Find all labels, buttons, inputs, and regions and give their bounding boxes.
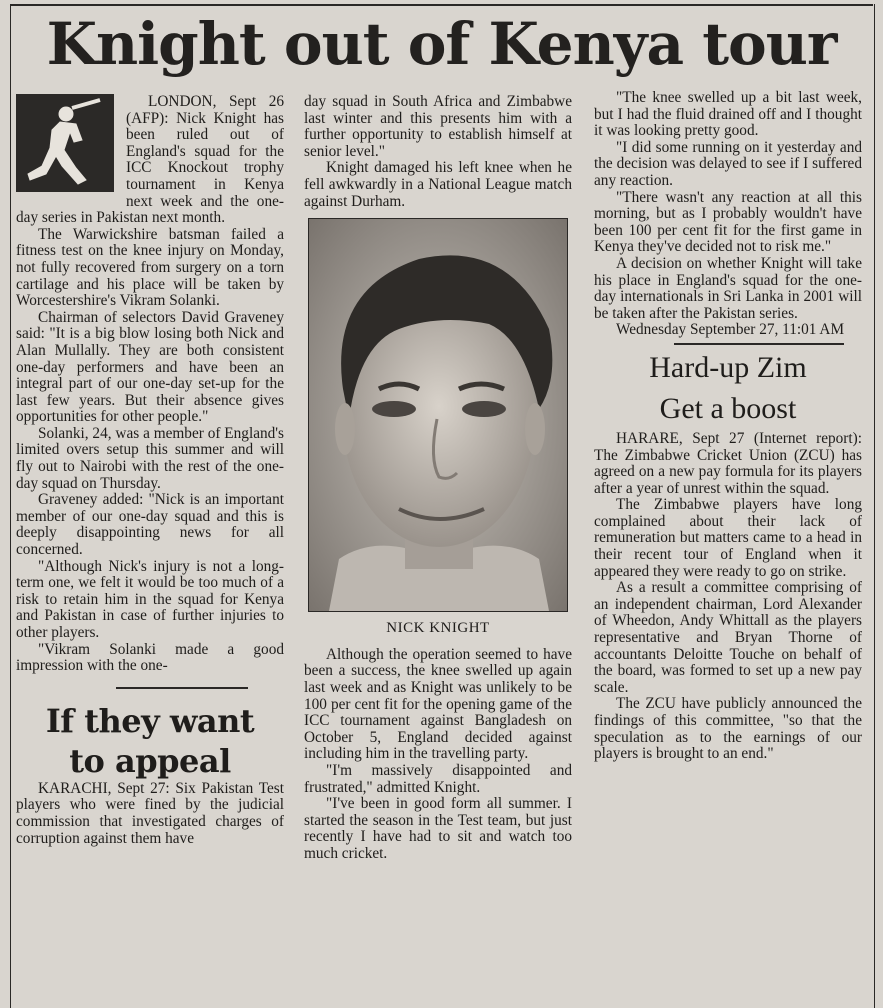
paragraph: "There wasn't any reaction at all this morning, but as I probably wouldn't have been 100 per cent fit for the first game in Kenya they've decided not to risk me." [594, 188, 862, 256]
dateline-london: LONDON, Sept 26 (AFP): Nick Knight has been ruled out of England's squad for the ICC Knockout trophy tournament in Kenya next week and the one-day series in Pakistan next month. [16, 93, 284, 227]
paragraph: Solanki, 24, was a member of England's limited overs setup this summer and will fly out to Nairobi with the rest of the one-day squad on Thursday. [16, 424, 284, 492]
paragraph: The Warwickshire batsman failed a fitness test on the knee injury on Monday, not fully recovered from surgery on a torn cartilage and his place will be taken by Worcestershire's Vikram Solanki. [16, 225, 284, 310]
paragraph: Chairman of selectors David Graveney said: "It is a big blow losing both Nick and Alan Mullally. They are both consistent one-day performers and have been an integral part of our one-day set-up for the last few years. But their absence gives opportunities for other people." [16, 308, 284, 426]
column-1 [16, 94, 284, 847]
timestamp: Wednesday September 27, 11:01 AM [616, 321, 845, 339]
column-2 [304, 94, 572, 862]
paragraph: A decision on whether Knight will take his place in England's squad for the one-day internationals in Sri Lanka in 2001 will be taken after the Pakistan series. [594, 254, 862, 322]
paragraph: "I'm massively disappointed and frustrated," admitted Knight. [304, 761, 572, 796]
subhead-zim-line1: Hard-up Zim [649, 350, 807, 384]
right-border [874, 4, 875, 1008]
paragraph: day squad in South Africa and Zimbabwe last winter and this presents him with a further opportunity to establish himself at senior level." [304, 93, 572, 160]
subhead-zim-line2: Get a boost [659, 391, 797, 425]
subhead-appeal-line2: to appeal [69, 741, 231, 780]
paragraph: "I've been in good form all summer. I started the season in the Test team, but just recently I have had to sit and watch too much cricket. [304, 795, 572, 862]
left-border [10, 4, 11, 1008]
section-divider [674, 343, 844, 345]
paragraph: Knight damaged his left knee when he fell awkwardly in a National League match against Durham. [304, 159, 572, 210]
portrait-photo [308, 218, 568, 612]
paragraph: As a result a committee comprising of an independent chairman, Lord Alexander of Wheedon, Andy Whittall as the players representative and Bryan Thorne of accountants Deloitte Touche on behalf of the board, was formed to set up a new pay scale. [594, 579, 862, 696]
paragraph: The ZCU have publicly announced the findings of this committee, "so that the speculation as to the earnings of our players is brought to an end." [594, 695, 862, 763]
cricket-batsman-icon [16, 94, 114, 192]
paragraph: "Although Nick's injury is not a long-term one, we felt it would be too much of a risk to retain him in the squad for Kenya and Pakistan in case of further injuries to other players. [16, 557, 284, 641]
paragraph: "The knee swelled up a bit last week, but I had the fluid drained off and I thought it was looking pretty good. [594, 89, 862, 140]
paragraph: "Vikram Solanki made a good impression with the one- [16, 640, 284, 675]
dateline-harare: HARARE, Sept 27 (Internet report): The Zimbabwe Cricket Union (ZCU) has agreed on a new pay formula for its players after a year of unrest within the squad. [594, 429, 862, 497]
dateline-karachi: KARACHI, Sept 27: Six Pakistan Test players who were fined by the judicial commission that investigated charges of corruption against them have [16, 779, 284, 847]
paragraph: Although the operation seemed to have been a success, the knee swelled up again last week and as Knight was unlikely to be 100 per cent fit for the opening game of the ICC tournament against Bangladesh on October 5, England decided against including him in the travelling party. [304, 645, 572, 763]
headline: Knight out of Kenya tour [46, 10, 837, 78]
column-3 [594, 90, 862, 763]
paragraph: The Zimbabwe players have long complained about their lack of remuneration but matters came to a head in their recent tour of England when it appeared they were ready to go on strike. [594, 496, 862, 580]
photo-caption: NICK KNIGHT [386, 620, 490, 637]
paragraph: "I did some running on it yesterday and the decision was delayed to see if I suffered any reaction. [594, 138, 862, 189]
section-divider [116, 687, 248, 689]
paragraph: Graveney added: "Nick is an important member of our one-day squad and this is deeply disappointing news for all concerned. [16, 491, 284, 559]
subhead-appeal-line1: If they want [45, 701, 255, 740]
